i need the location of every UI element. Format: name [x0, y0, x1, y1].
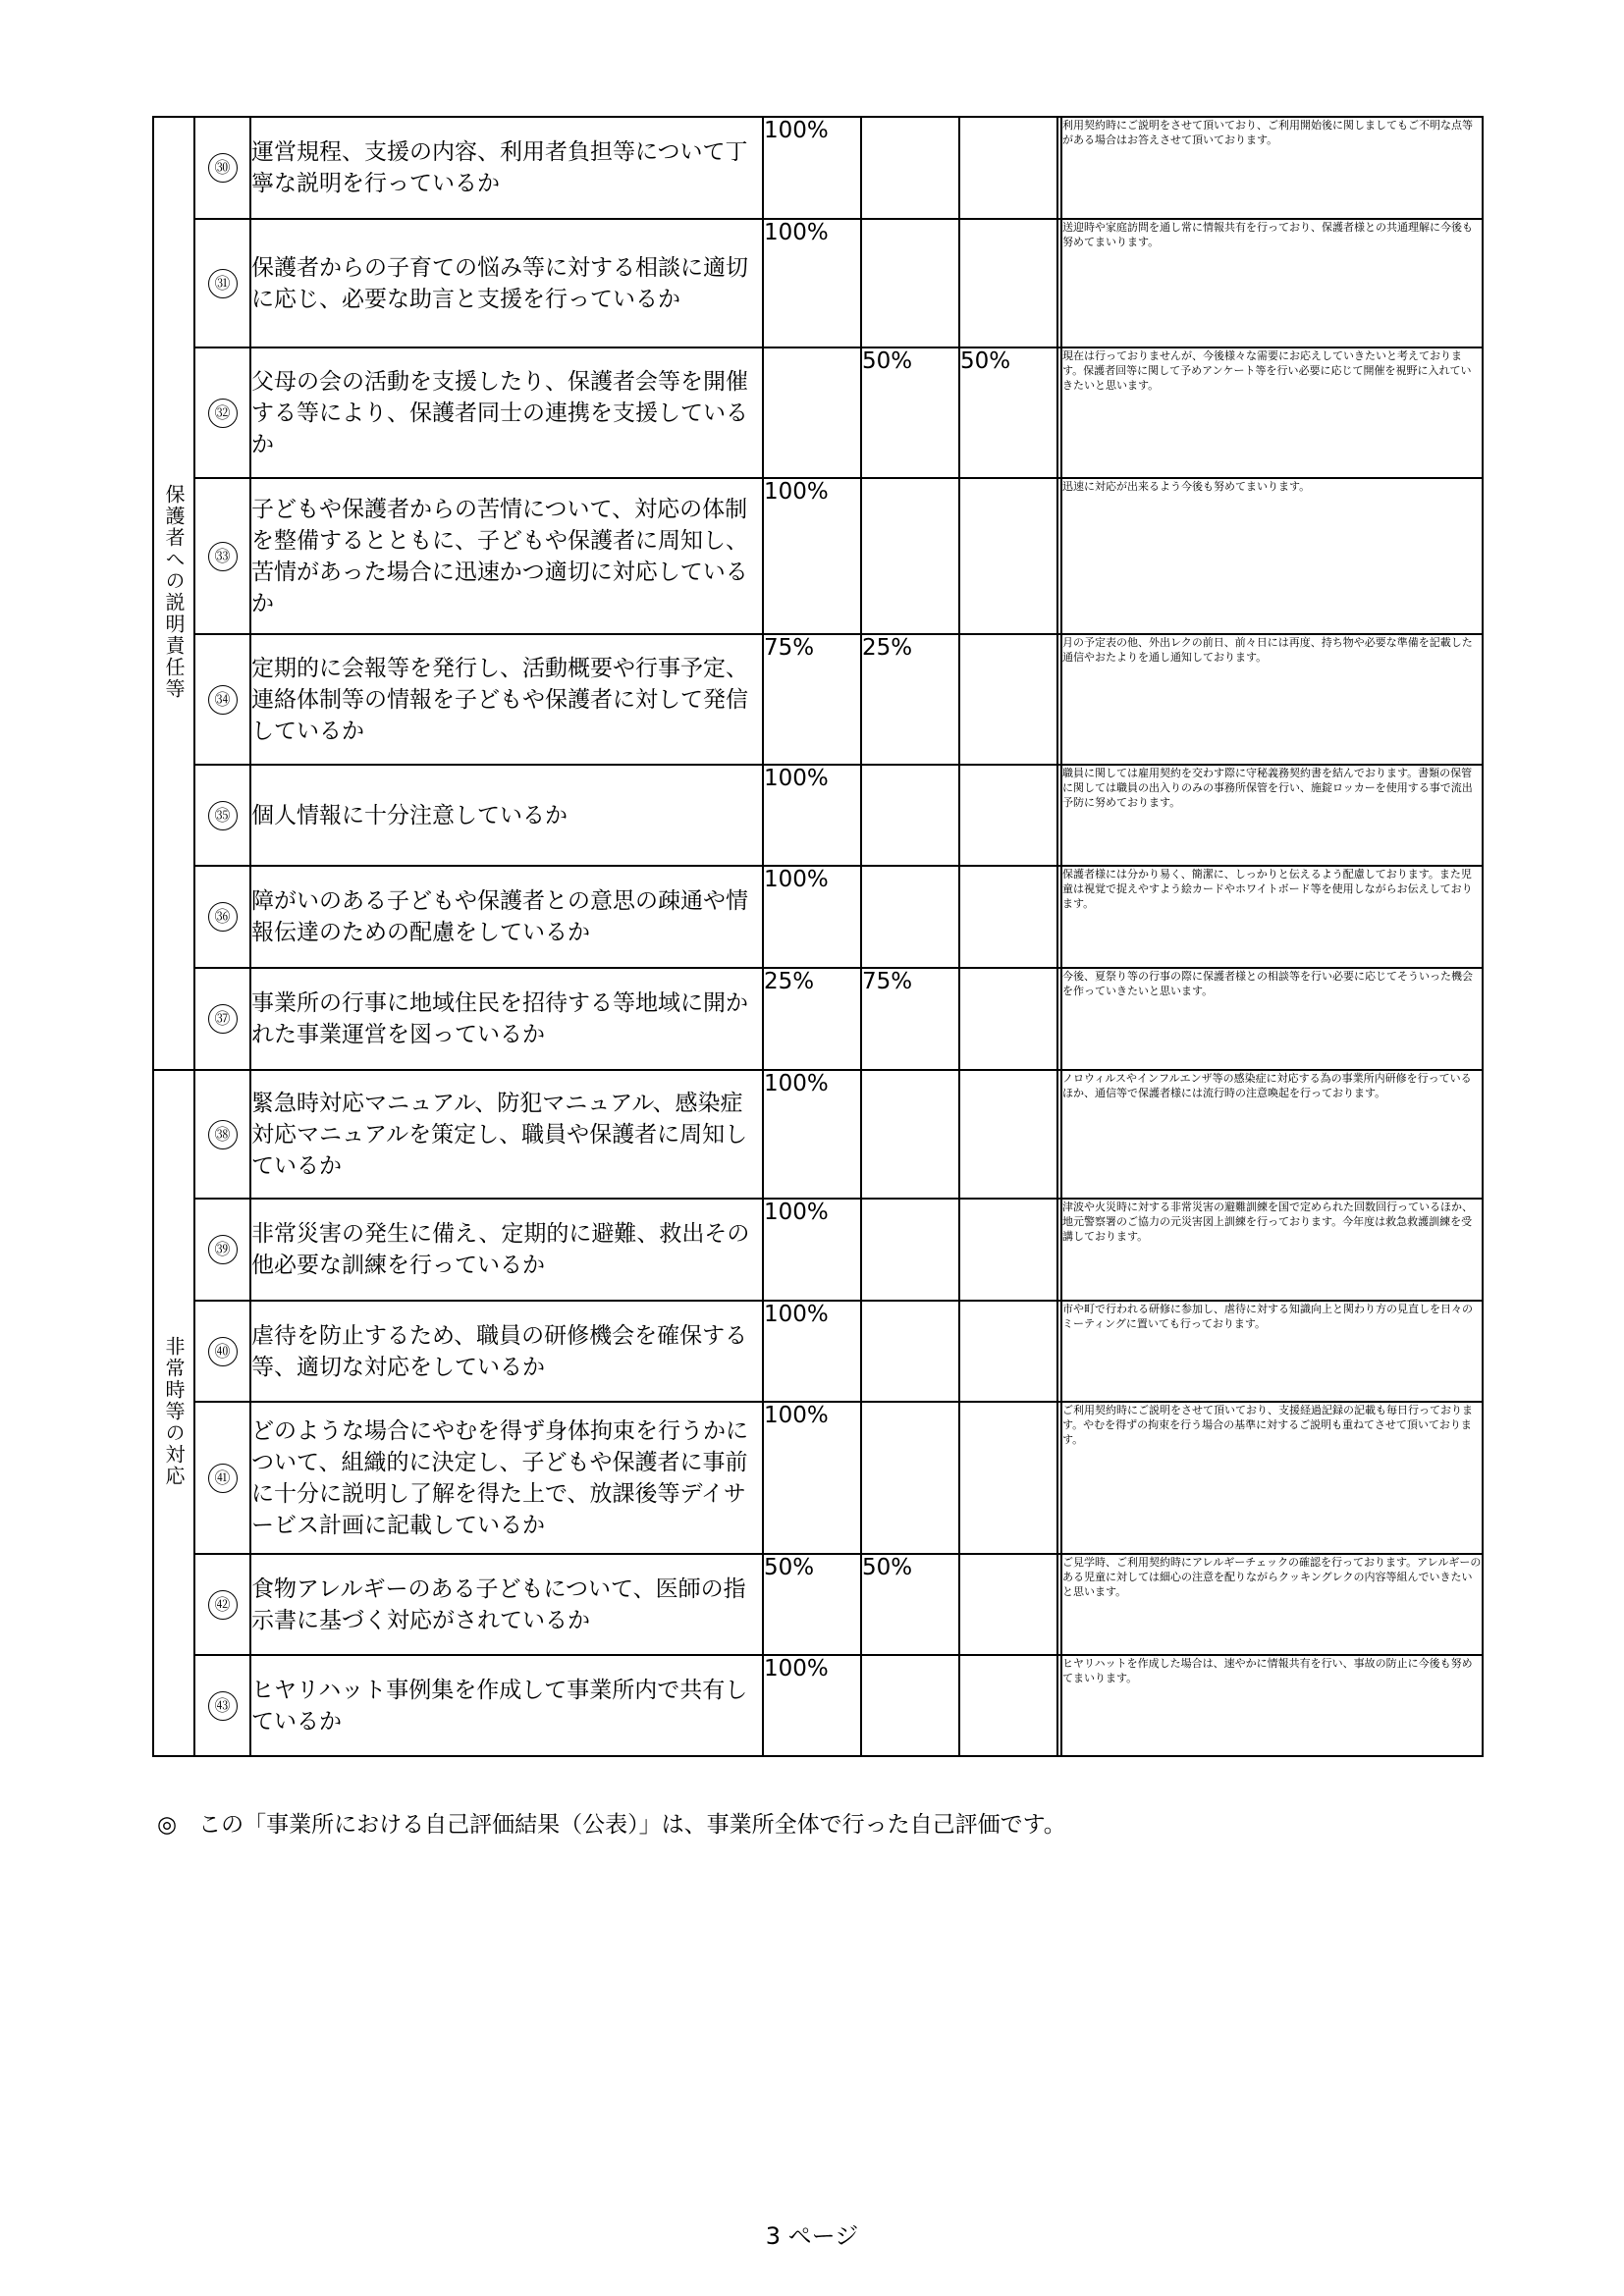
item-number: ㊲: [208, 1004, 238, 1034]
item-number: ㉞: [208, 685, 238, 715]
partly-percent: 75%: [861, 968, 959, 1070]
improvement-comment: 津波や火災時に対する非常災害の避難訓練を国で定められた回数回行っているほか、地元警察署のご協力の元災害図上訓練を行っております。今年度は救急救護訓練を受講しております。: [1061, 1199, 1483, 1301]
improvement-comment: 迅速に対応が出来るよう今後も努めてまいります。: [1061, 478, 1483, 634]
partly-percent: 25%: [861, 634, 959, 765]
yes-percent: 100%: [763, 219, 861, 347]
no-percent: [959, 1402, 1057, 1554]
question-text: 虐待を防止するため、職員の研修機会を確保する等、適切な対応をしているか: [250, 1301, 763, 1402]
table-row: [153, 347, 1483, 478]
question-text: 障がいのある子どもや保護者との意思の疎通や情報伝達のための配慮をしているか: [250, 866, 763, 968]
no-percent: 50%: [959, 347, 1057, 478]
improvement-comment: 職員に関しては雇用契約を交わす際に守秘義務契約書を結んでおります。書類の保管に関しては職員の出入りのみの事務所保管を行い、施錠ロッカーを使用する事で流出予防に努めております。: [1061, 765, 1483, 866]
no-percent: [959, 1199, 1057, 1301]
question-text: 緊急時対応マニュアル、防犯マニュアル、感染症対応マニュアルを策定し、職員や保護者に周知しているか: [250, 1070, 763, 1199]
partly-percent: [861, 219, 959, 347]
partly-percent: [861, 866, 959, 968]
improvement-comment: 現在は行っておりませんが、今後様々な需要にお応えしていきたいと考えております。保護者回等に関して予めアンケート等を行い必要に応じて開催を視野に入れていきたいと思います。: [1061, 347, 1483, 478]
table-row: [153, 117, 1483, 219]
question-text: ヒヤリハット事例集を作成して事業所内で共有しているか: [250, 1655, 763, 1756]
item-number: ㉝: [208, 542, 238, 571]
yes-percent: 50%: [763, 1554, 861, 1655]
improvement-comment: ご利用契約時にご説明をさせて頂いており、支援経過記録の記載も毎日行っております。やむを得ずの拘束を行う場合の基準に対するご説明も重ねてさせて頂いております。: [1061, 1402, 1483, 1554]
question-text: 子どもや保護者からの苦情について、対応の体制を整備するとともに、子どもや保護者に周知し、苦情があった場合に迅速かつ適切に対応しているか: [250, 478, 763, 634]
table-row: [153, 1402, 1483, 1554]
yes-percent: 25%: [763, 968, 861, 1070]
no-percent: [959, 765, 1057, 866]
item-number: ㊳: [208, 1120, 238, 1149]
no-percent: [959, 1301, 1057, 1402]
yes-percent: 75%: [763, 634, 861, 765]
partly-percent: 50%: [861, 347, 959, 478]
yes-percent: 100%: [763, 478, 861, 634]
yes-percent: 100%: [763, 1070, 861, 1199]
improvement-comment: 今後、夏祭り等の行事の際に保護者様との相談等を行い必要に応じてそういった機会を作っていきたいと思います。: [1061, 968, 1483, 1070]
yes-percent: 100%: [763, 1199, 861, 1301]
item-number: ㊷: [208, 1590, 238, 1620]
partly-percent: [861, 765, 959, 866]
partly-percent: [861, 1070, 959, 1199]
improvement-comment: 利用契約時にご説明をさせて頂いており、ご利用開始後に関しましてもご不明な点等がある場合はお答えさせて頂いております。: [1061, 117, 1483, 219]
question-text: どのような場合にやむを得ず身体拘束を行うかについて、組織的に決定し、子どもや保護者に事前に十分に説明し了解を得た上で、放課後等デイサービス計画に記載しているか: [250, 1402, 763, 1554]
no-percent: [959, 1070, 1057, 1199]
partly-percent: [861, 117, 959, 219]
improvement-comment: 市や町で行われる研修に参加し、虐待に対する知識向上と関わり方の見直しを日々のミーティングに置いても行っております。: [1061, 1301, 1483, 1402]
table-row: [153, 1070, 1483, 1199]
item-number: ㊶: [208, 1464, 238, 1493]
no-percent: [959, 117, 1057, 219]
item-number: ㊸: [208, 1691, 238, 1721]
item-number: ㉛: [208, 269, 238, 298]
no-percent: [959, 219, 1057, 347]
question-text: 運営規程、支援の内容、利用者負担等について丁寧な説明を行っているか: [250, 117, 763, 219]
question-text: 個人情報に十分注意しているか: [250, 765, 763, 866]
yes-percent: 100%: [763, 1655, 861, 1756]
footnote-text: この「事業所における自己評価結果（公表）」は、事業所全体で行った自己評価です。: [198, 1812, 1066, 1838]
yes-percent: 100%: [763, 1402, 861, 1554]
partly-percent: [861, 1301, 959, 1402]
yes-percent: [763, 347, 861, 478]
item-number: ㊴: [208, 1235, 238, 1264]
table-row: [153, 1554, 1483, 1655]
no-percent: [959, 968, 1057, 1070]
category-label: 保護者への説明責任等: [162, 483, 186, 700]
improvement-comment: ノロウィルスやインフルエンザ等の感染症に対応する為の事業所内研修を行っているほか、通信等で保護者様には流行時の注意喚起を行っております。: [1061, 1070, 1483, 1199]
no-percent: [959, 478, 1057, 634]
footnote: [157, 1806, 1066, 1839]
no-percent: [959, 1554, 1057, 1655]
item-number: ㉚: [208, 153, 238, 183]
page-number: 3 ページ: [765, 2222, 859, 2250]
no-percent: [959, 866, 1057, 968]
partly-percent: [861, 1655, 959, 1756]
improvement-comment: 月の予定表の他、外出レクの前日、前々日には再度、持ち物や必要な準備を記載した通信やおたよりを通し通知しております。: [1061, 634, 1483, 765]
no-percent: [959, 1655, 1057, 1756]
yes-percent: 100%: [763, 1301, 861, 1402]
category-guardian-accountability: [153, 117, 194, 1070]
table-row: [153, 968, 1483, 1070]
improvement-comment: 保護者様には分かり易く、簡潔に、しっかりと伝えるよう配慮しております。また児童は視覚で捉えやすよう絵カードやホワイトボード等を使用しながらお伝えしております。: [1061, 866, 1483, 968]
partly-percent: [861, 478, 959, 634]
partly-percent: [861, 1402, 959, 1554]
partly-percent: [861, 1199, 959, 1301]
table-row: [153, 219, 1483, 347]
double-circle-icon: ◎: [157, 1812, 178, 1838]
question-text: 食物アレルギーのある子どもについて、医師の指示書に基づく対応がされているか: [250, 1554, 763, 1655]
table-row: [153, 765, 1483, 866]
yes-percent: 100%: [763, 765, 861, 866]
item-number: ㊵: [208, 1337, 238, 1366]
item-number: ㉜: [208, 399, 238, 428]
question-text: 事業所の行事に地域住民を招待する等地域に開かれた事業運営を図っているか: [250, 968, 763, 1070]
table-row: [153, 478, 1483, 634]
question-text: 非常災害の発生に備え、定期的に避難、救出その他必要な訓練を行っているか: [250, 1199, 763, 1301]
partly-percent: 50%: [861, 1554, 959, 1655]
no-percent: [959, 634, 1057, 765]
question-text: 父母の会の活動を支援したり、保護者会等を開催する等により、保護者同士の連携を支援しているか: [250, 347, 763, 478]
yes-percent: 100%: [763, 866, 861, 968]
category-emergency-response: [153, 1070, 194, 1756]
category-label: 非常時等の対応: [162, 1335, 186, 1487]
table-row: [153, 1301, 1483, 1402]
question-text: 定期的に会報等を発行し、活動概要や行事予定、連絡体制等の情報を子どもや保護者に対して発信しているか: [250, 634, 763, 765]
table-row: [153, 1655, 1483, 1756]
self-evaluation-table: [152, 116, 1484, 1757]
improvement-comment: 送迎時や家庭訪問を通し常に情報共有を行っており、保護者様との共通理解に今後も努めてまいります。: [1061, 219, 1483, 347]
question-text: 保護者からの子育ての悩み等に対する相談に適切に応じ、必要な助言と支援を行っているか: [250, 219, 763, 347]
item-number: ㊱: [208, 902, 238, 932]
table-row: [153, 634, 1483, 765]
improvement-comment: ヒヤリハットを作成した場合は、速やかに情報共有を行い、事故の防止に今後も努めてまいります。: [1061, 1655, 1483, 1756]
table-row: [153, 1199, 1483, 1301]
item-number: ㉟: [208, 801, 238, 830]
table-row: [153, 866, 1483, 968]
yes-percent: 100%: [763, 117, 861, 219]
improvement-comment: ご見学時、ご利用契約時にアレルギーチェックの確認を行っております。アレルギーのある児童に対しては細心の注意を配りながらクッキングレクの内容等組んでいきたいと思います。: [1061, 1554, 1483, 1655]
